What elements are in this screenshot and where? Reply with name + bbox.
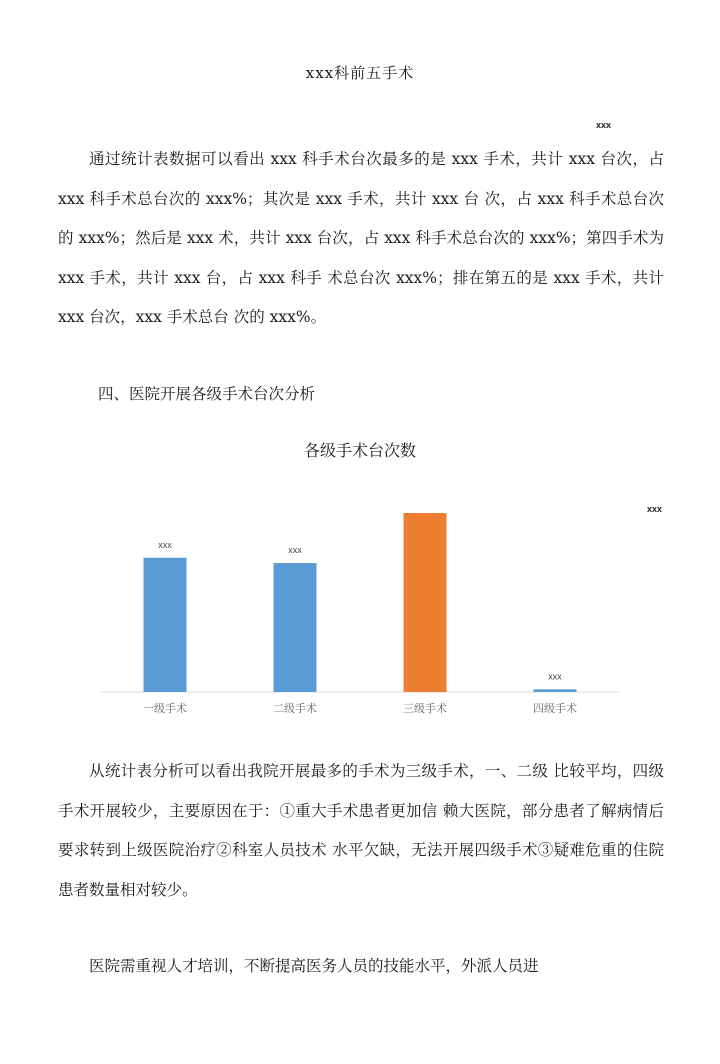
chart-title: 各级手术台次数 bbox=[303, 441, 416, 460]
paragraph-surgery-stats: 通过统计表数据可以看出 xxx 科手术台次最多的是 xxx 手术，共计 xxx 台次，占 xxx 科手术总台次的 xxx%；其次是 xxx 手术，共计 xxx 台 次，占 xxx 科手术总台次的 xxx%；然后是 xxx 术，共计 xxx 台次，占 xxx 科手术总台次的 xxx%；第四手术为 xxx 手术，共计 xxx 台，占 xxx 科手 术总台次 xxx%；排在第五的是 xxx 手术，共计 xxx 台次，xxx 手术总台 次的 xxx%。 bbox=[58, 150, 664, 326]
paragraph-analysis: 从统计表分析可以看出我院开展最多的手术为三级手术，一、二级 比较平均，四级手术开展较少，主要原因在于：①重大手术患者更加信 赖大医院，部分患者了解病情后要求转到上级医院治疗②科室人员技术 水平欠缺，无法开展四级手术③疑难危重的住院患者数量相对较少。 bbox=[58, 762, 664, 899]
data-label-1: xxx bbox=[158, 539, 172, 550]
labels-group bbox=[158, 540, 562, 682]
data-label-4: xxx bbox=[548, 671, 562, 682]
note-top-right: xxx bbox=[596, 120, 612, 130]
x-tick-label-3: 三级手术 bbox=[403, 702, 447, 715]
section-heading-4: 四、医院开展各级手术台次分析 bbox=[98, 385, 316, 403]
bars-group bbox=[144, 513, 577, 692]
bar-2 bbox=[274, 563, 317, 692]
x-tick-label-4: 四级手术 bbox=[533, 702, 577, 715]
x-tick-label-1: 一级手术 bbox=[143, 702, 187, 715]
ticks-group bbox=[143, 701, 577, 715]
bar-3 bbox=[404, 513, 447, 692]
data-label-2: xxx bbox=[288, 545, 302, 556]
bar-chart bbox=[90, 500, 630, 730]
bar-4 bbox=[534, 689, 577, 692]
bar-chart-svg bbox=[90, 500, 630, 730]
section-title: xxx科前五手术 bbox=[305, 64, 415, 82]
bar-1 bbox=[144, 558, 187, 692]
x-tick-label-2: 二级手术 bbox=[273, 702, 317, 715]
paragraph-training: 医院需重视人才培训，不断提高医务人员的技能水平，外派人员进 bbox=[89, 957, 539, 975]
chart-note: xxx bbox=[647, 504, 663, 514]
